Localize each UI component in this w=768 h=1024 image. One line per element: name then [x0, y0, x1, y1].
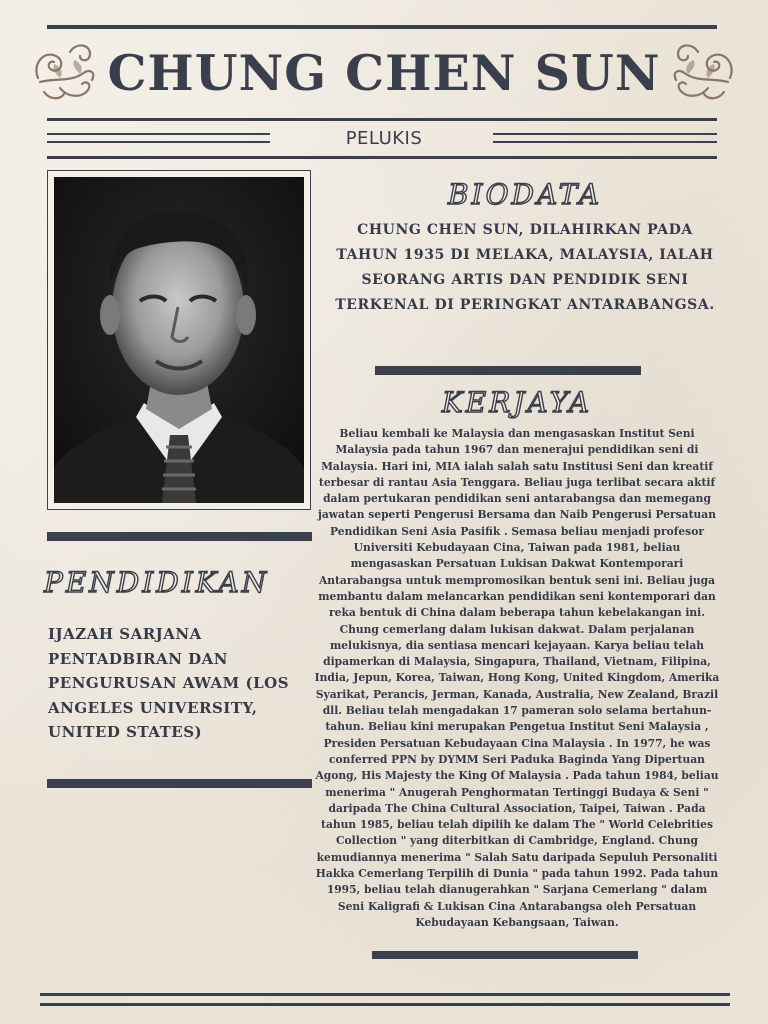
kerjaya-text: Beliau kembali ke Malaysia dan mengasaskan Institut Seni Malaysia pada tahun 1967 dan menerajui pendidikan seni di Malaysia. Hari ini, MIA ialah salah satu Institusi Seni dan kreatif terbesar di rantau Asia Tenggara. Beliau juga terlibat secara aktif dalam pertukaran pendidikan seni antarabangsa dan memegang jawatan seperti Pengerusi Bersama dan Naib Pengerusi Persatuan Pendidikan Seni Asia Pasifik . Semasa beliau menjadi profesor Universiti Kebudayaan Cina, Taiwan pada 1981, beliau mengasaskan Persatuan Lukisan Dakwat Kontemporari Antarabangsa untuk mempromosikan bentuk seni ini. Beliau juga membantu dalam melancarkan pendidikan seni kontemporari dan reka bentuk di China dalam beberapa tahun kebelakangan ini. Chung cemerlang dalam lukisan dakwat. Dalam perjalanan melukisnya, dia sentiasa mencari kejayaan. Karya beliau telah dipamerkan di Malaysia, Singapura, Thailand, Vietnam, Filipina, India, Jepun, Korea, Taiwan, Hong Kong, United Kingdom, Amerika Syarikat, Perancis, Jerman, Kanada, Australia, New Zealand, Brazil dll. Beliau telah mengadakan 17 pameran solo selama bertahun-tahun. Beliau kini merupakan Pengetua Institut Seni Malaysia , Presiden Persatuan Kebudayaan Cina Malaysia . In 1977, he was conferred PPN by DYMM Seri Paduka Baginda Yang Dipertuan Agong, His Majesty the King Of Malaysia . Pada tahun 1984, beliau menerima " Anugerah Penghormatan Tertinggi Budaya & Seni " daripada The China Cultural Association, Taipei, Taiwan . Pada tahun 1985, beliau telah dipilih ke dalam The " World Celebrities Collection " yang diterbitkan di Cambridge, England. Chung kemudiannya menerima " Salah Satu daripada Sepuluh Personaliti Hakka Cemerlang Terpilih di Dunia " pada tahun 1992. Pada tahun 1995, beliau telah dianugerahkan " Sarjana Cemerlang " dalam Seni Kaligrafi & Lukisan Cina Antarabangsa oleh Persatuan Kebudayaan Kebangsaan, Taiwan.: [314, 427, 720, 929]
pendidikan-text: IJAZAH SARJANA PENTADBIRAN DAN PENGURUSAN AWAM (LOS ANGELES UNIVERSITY, UNITED STATES): [48, 625, 290, 741]
bottom-rule: [40, 1003, 730, 1006]
biodata-heading: BIODATA: [447, 178, 603, 211]
kerjaya-divider: [372, 951, 638, 959]
pendidikan-top-rule: [47, 532, 312, 541]
subtitle: PELUKIS: [345, 128, 423, 149]
subtitle-underline: [47, 156, 717, 159]
photo-frame: [47, 170, 311, 510]
portrait-photo: [54, 177, 304, 503]
kerjaya-heading: KERJAYA: [441, 386, 593, 419]
top-rule: [47, 25, 717, 29]
title-underline: [47, 118, 717, 121]
biodata-text: CHUNG CHEN SUN, DILAHIRKAN PADA TAHUN 1935 DI MELAKA, MALAYSIA, IALAH SEORANG ARTIS DAN PENDIDIK SENI TERKENAL DI PERINGKAT ANTARABANGSA.: [335, 222, 715, 313]
pendidikan-heading: PENDIDIKAN: [44, 566, 270, 599]
biodata-divider: [375, 366, 641, 375]
pendidikan-bottom-rule: [47, 779, 312, 788]
bottom-rule: [40, 993, 730, 996]
page-title: CHUNG CHEN SUN: [107, 44, 661, 102]
